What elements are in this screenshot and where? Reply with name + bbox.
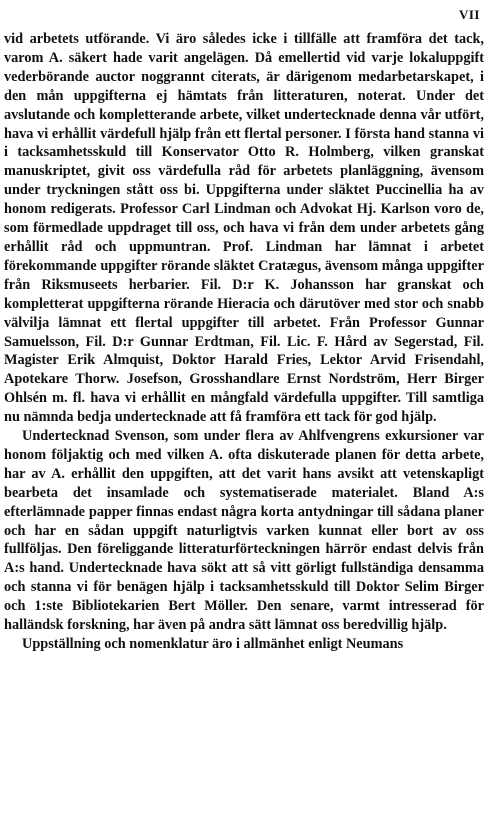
paragraph-svenson: Undertecknad Svenson, som under flera av Ahlfvengrens exkursioner var honom följaktig och med vilken A. ofta diskuterade planen för detta arbete, har av A. erhållit den uppgiften, att det varit hans avsikt att vetenskapligt bearbeta det insamlade och systematiserade materialet. Bland A:s efterlämnade papper finnas endast några korta antydningar till sådana planer och har en sådan uppgift naturligtvis varken kunnat eller bort av oss fullföljas. Den föreliggande litteraturförteckningen härrör endast delvis från A:s hand. Undertecknade hava sökt att så vitt görligt fullständiga densamma och stanna vi för benägen hjälp i tacksamhetsskuld till Doktor Selim Birger och 1:ste Bibliotekarien Bert Möller. Den senare, varmt intresserad för halländsk forskning, har även på andra sätt lämnat oss beredvillig hjälp. [4, 428, 484, 634]
body-text [4, 30, 484, 654]
page-number: VII [458, 7, 480, 22]
paragraph-nomenclature: Uppställning och nomenklatur äro i allmänhet enligt Neumans [22, 636, 404, 652]
paragraph-acknowledgements: vid arbetets utförande. Vi äro således icke i tillfälle att framföra det tack, varom A. säkert hade varit angelägen. Då emellertid vid varje lokaluppgift vederbörande auctor noggrannt citerats, är därigenom medarbetarskapet, i den mån uppgifterna ej hämtats från litteraturen, noterat. Under det avslutande och kompletterande arbete, vilket undertecknade denna vår utfört, hava vi erhållit värdefull hjälp från ett flertal personer. I första hand stanna vi i tacksamhetsskuld till Konservator Otto R. Holmberg, vilken granskat manuskriptet, givit oss värdefulla råd för arbetets planläggning, ävensom under tryckningen stått oss bi. Uppgifterna under släktet Puccinellia ha av honom redigerats. Professor Carl Lindman och Advokat Hj. Karlson voro de, som förmedlade uppdraget till oss, och hava vi från dem under arbetets gång erhållit råd och uppmuntran. Prof. Lindman har lämnat i arbetet förekommande uppgifter rörande släktet Cratægus, ävensom många uppgifter från Riksmuseets herbarier. Fil. D:r K. Johansson har granskat och kompletterat uppgifterna rörande Hieracia och därutöver med stor och snabb välvilja lämnat ett flertal uppgifter till arbetet. Från Professor Gunnar Samuelsson, Fil. D:r Gunnar Erdtman, Fil. Lic. F. Hård av Segerstad, Fil. Magister Erik Almquist, Doktor Harald Fries, Lektor Arvid Frisendahl, Apotekare Thorw. Josefson, Grosshandlare Ernst Nordström, Herr Birger Ohlsén m. fl. hava vi erhållit en mångfald värdefulla uppgifter. Till samtliga nu nämnda bedja undertecknade att få framföra ett tack för god hjälp. [4, 31, 484, 426]
